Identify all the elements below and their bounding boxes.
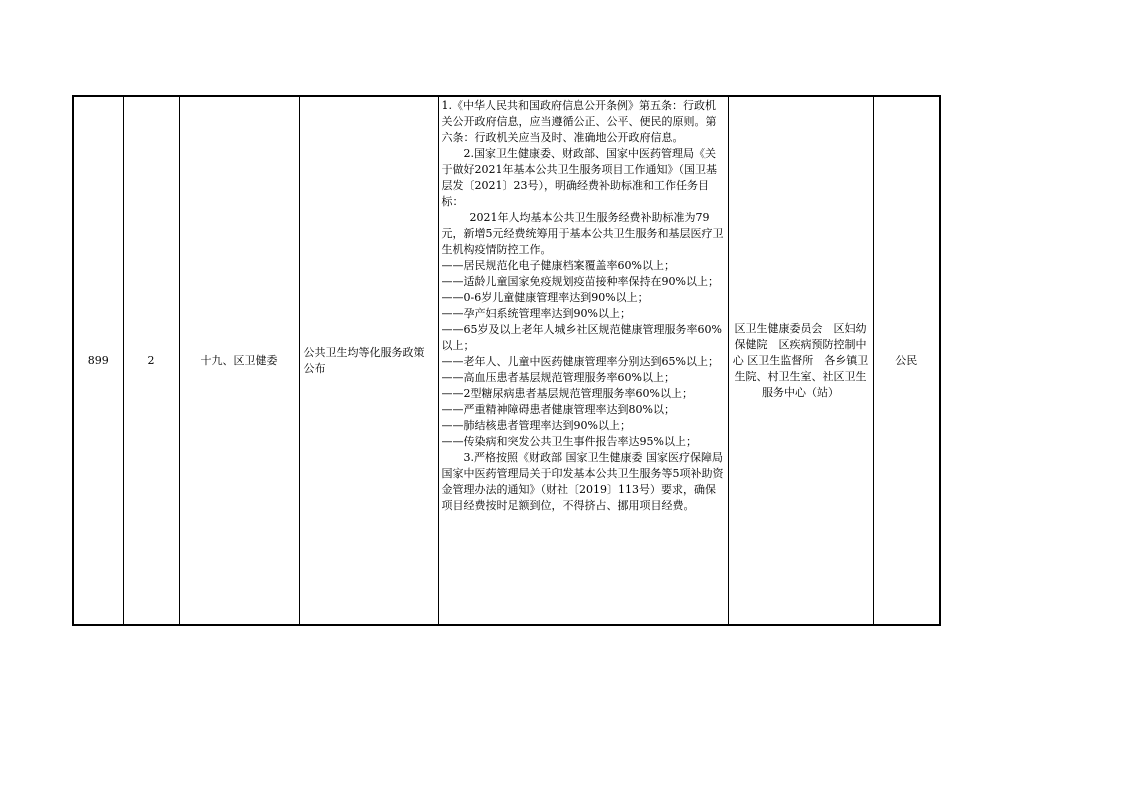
- basis-item: ——肺结核患者管理率达到90%以上；: [441, 419, 631, 432]
- category-cell: 十九、区卫健委: [179, 96, 299, 625]
- basis-item: ——高血压患者基层规范管理服务率60%以上；: [441, 371, 675, 384]
- basis-item: ——老年人、儿童中医药健康管理率分别达到65%以上；: [441, 355, 719, 368]
- basis-paragraph: 3.严格按照《财政部 国家卫生健康委 国家医疗保障局 国家中医药管理局关于印发基本公共卫生服务等5项补助资金管理办法的通知》（财社〔2019〕113号）要求，确保项目经费按时足额到位，不得挤占、挪用项目经费。: [441, 451, 724, 512]
- policy-table: [72, 95, 941, 626]
- seq-cell: 899: [73, 96, 123, 625]
- basis-paragraph: 2.国家卫生健康委、财政部、国家中医药管理局《关于做好2021年基本公共卫生服务项目工作通知》（国卫基层发〔2021〕23号），明确经费补助标准和工作任务目标：: [441, 147, 717, 208]
- number-cell: 2: [123, 96, 179, 625]
- basis-paragraph: 2021年人均基本公共卫生服务经费补助标准为79元，新增5元经费统筹用于基本公共卫生服务和基层医疗卫生机构疫情防控工作。: [441, 211, 724, 256]
- basis-paragraph: 1.《中华人民共和国政府信息公开条例》第五条：行政机关公开政府信息，应当遵循公正、公平、便民的原则。第六条：行政机关应当及时、准确地公开政府信息。: [441, 99, 717, 144]
- table-row: [73, 96, 940, 625]
- subjects-cell: 区卫生健康委员会 区妇幼保健院 区疾病预防控制中心 区卫生监督所 各乡镇卫生院、村卫生室、社区卫生服务中心（站）: [728, 96, 873, 625]
- basis-item: ——2型糖尿病患者基层规范管理服务率60%以上；: [441, 387, 693, 400]
- scope-cell: 公民: [873, 96, 940, 625]
- basis-item: ——适龄儿童国家免疫规划疫苗接种率保持在90%以上；: [441, 275, 719, 288]
- basis-item: ——传染病和突发公共卫生事件报告率达95%以上；: [441, 435, 697, 448]
- basis-item: ——65岁及以上老年人城乡社区规范健康管理服务率60%以上；: [441, 323, 722, 352]
- basis-item: ——0-6岁儿童健康管理率达到90%以上；: [441, 291, 649, 304]
- basis-cell: [438, 96, 728, 625]
- basis-item: ——居民规范化电子健康档案覆盖率60%以上；: [441, 259, 675, 272]
- basis-item: ——严重精神障碍患者健康管理率达到80%以；: [441, 403, 675, 416]
- item-cell: 公共卫生均等化服务政策公布: [299, 96, 438, 625]
- basis-item: ——孕产妇系统管理率达到90%以上；: [441, 307, 631, 320]
